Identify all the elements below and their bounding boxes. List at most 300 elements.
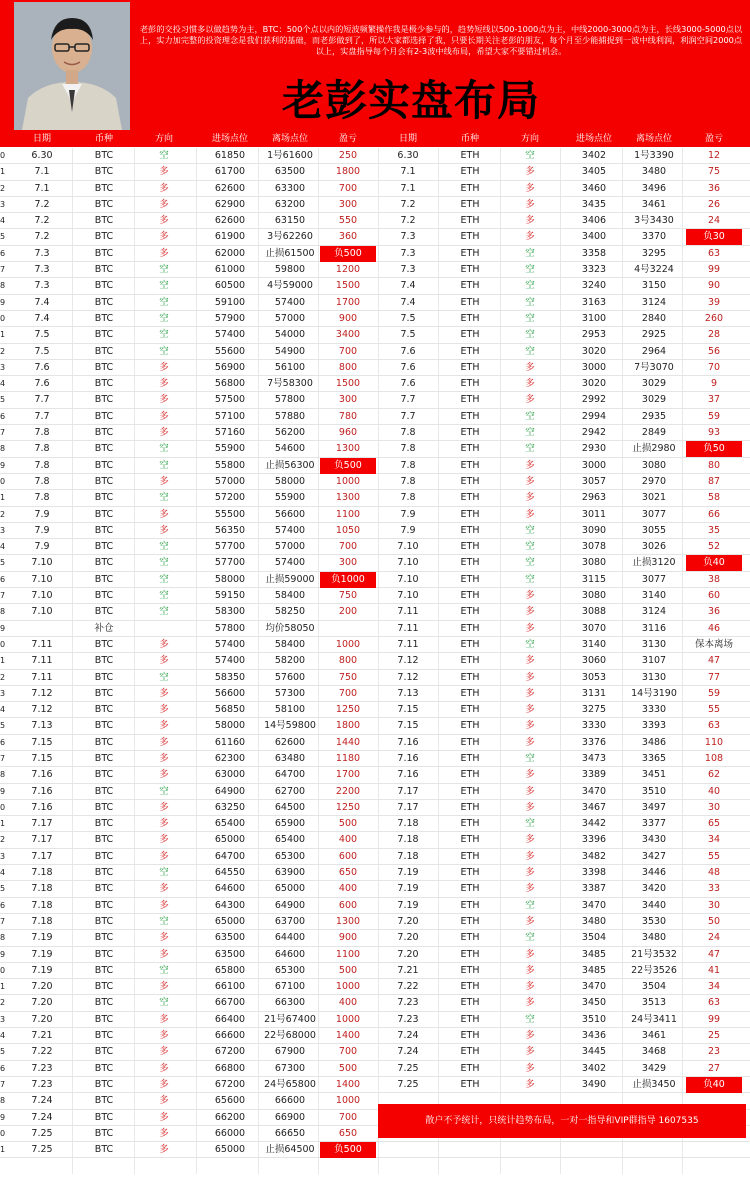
entry-cell: 2963 <box>581 492 607 504</box>
row-index: 0 <box>0 1128 6 1138</box>
direction-cell: 空 <box>159 345 169 357</box>
exit-cell: 3510 <box>641 785 667 797</box>
exit-cell: 57800 <box>274 394 306 406</box>
date-cell: 7.11 <box>397 606 419 618</box>
coin-cell: ETH <box>460 899 480 911</box>
coin-cell: BTC <box>94 394 114 406</box>
exit-cell: 21号3532 <box>631 948 677 960</box>
entry-cell: 3402 <box>581 1062 607 1074</box>
pnl-cell: 1400 <box>335 1078 361 1090</box>
exit-cell: 24号65800 <box>264 1078 316 1090</box>
table-row <box>0 930 750 946</box>
header-pnl-eth: 盈亏 <box>704 134 723 144</box>
row-index: 7 <box>0 428 6 438</box>
exit-cell: 64600 <box>274 948 306 960</box>
date-cell: 7.1 <box>400 166 416 178</box>
row-index: 1 <box>0 982 6 992</box>
date-cell: 7.5 <box>400 329 416 341</box>
row-index: 4 <box>0 868 6 878</box>
row-index: 1 <box>0 330 6 340</box>
pnl-cell: 3400 <box>335 329 361 341</box>
direction-cell: 空 <box>159 606 169 618</box>
entry-cell: 3080 <box>581 590 607 602</box>
coin-cell: ETH <box>460 964 480 976</box>
entry-cell: 3060 <box>581 655 607 667</box>
entry-cell: 55800 <box>214 459 246 471</box>
date-cell: 7.8 <box>400 427 416 439</box>
date-cell: 7.11 <box>397 638 419 650</box>
exit-cell: 3080 <box>641 459 667 471</box>
pnl-cell: 70 <box>707 361 721 373</box>
exit-cell: 58200 <box>274 655 306 667</box>
direction-cell: 空 <box>525 410 535 422</box>
entry-cell: 61160 <box>214 736 246 748</box>
date-cell: 7.6 <box>400 378 416 390</box>
direction-cell: 空 <box>159 867 169 879</box>
coin-cell: BTC <box>94 752 114 764</box>
exit-cell: 4号59000 <box>267 280 313 292</box>
entry-cell: 3402 <box>581 150 607 161</box>
coin-cell: ETH <box>460 867 480 879</box>
date-cell: 7.7 <box>34 410 50 422</box>
row-index: 2 <box>0 183 6 193</box>
entry-cell: 58300 <box>214 606 246 618</box>
pnl-cell: 52 <box>707 541 721 553</box>
date-cell: 7.3 <box>34 264 50 276</box>
date-cell: 7.7 <box>400 394 416 406</box>
direction-cell: 多 <box>159 801 169 813</box>
exit-cell: 3497 <box>641 801 667 813</box>
coin-cell: ETH <box>460 345 480 357</box>
date-cell: 7.19 <box>31 964 53 976</box>
coin-cell: BTC <box>94 948 114 960</box>
date-cell: 7.4 <box>34 296 50 308</box>
pnl-cell: 保本离场 <box>694 638 733 650</box>
direction-cell: 多 <box>525 981 535 993</box>
entry-cell: 3090 <box>581 524 607 536</box>
entry-cell: 61700 <box>214 166 246 178</box>
direction-cell: 多 <box>525 655 535 667</box>
direction-cell: 多 <box>525 720 535 732</box>
date-cell: 7.3 <box>400 247 416 259</box>
date-cell: 7.24 <box>31 1095 53 1107</box>
date-cell: 7.10 <box>31 606 53 618</box>
pnl-cell: 650 <box>338 1127 358 1139</box>
exit-cell: 3461 <box>641 198 667 210</box>
entry-cell: 3470 <box>581 899 607 911</box>
pnl-cell: 59 <box>707 687 721 699</box>
pnl-cell: 80 <box>707 459 721 471</box>
avatar <box>14 2 130 130</box>
direction-cell: 多 <box>159 231 169 243</box>
coin-cell: BTC <box>94 247 114 259</box>
date-cell: 7.2 <box>34 198 50 210</box>
exit-cell: 3496 <box>641 182 667 194</box>
entry-cell: 57700 <box>214 541 246 553</box>
direction-cell: 多 <box>525 361 535 373</box>
coin-cell: BTC <box>94 182 114 194</box>
entry-cell: 3358 <box>581 247 607 259</box>
pnl-cell: 1180 <box>335 752 361 764</box>
exit-cell: 66650 <box>274 1127 306 1139</box>
table-row <box>0 1142 750 1158</box>
coin-cell: 补仓 <box>94 622 114 634</box>
entry-cell: 3389 <box>581 769 607 781</box>
pnl-cell: 55 <box>707 850 721 862</box>
coin-cell: BTC <box>94 867 114 879</box>
pnl-cell: 63 <box>707 720 721 732</box>
date-cell: 7.15 <box>31 736 53 748</box>
row-index: 0 <box>0 151 6 160</box>
direction-cell: 多 <box>525 769 535 781</box>
pnl-cell: 900 <box>338 932 358 944</box>
exit-cell: 3427 <box>641 850 667 862</box>
entry-cell: 66000 <box>214 1127 246 1139</box>
date-cell: 7.17 <box>31 818 53 830</box>
table-row <box>0 947 750 963</box>
direction-cell: 多 <box>159 1046 169 1058</box>
exit-cell: 3530 <box>641 915 667 927</box>
pnl-cell: 23 <box>707 1046 721 1058</box>
direction-cell: 多 <box>159 736 169 748</box>
date-cell: 7.6 <box>400 361 416 373</box>
exit-cell: 14号3190 <box>631 687 677 699</box>
entry-cell: 67200 <box>214 1078 246 1090</box>
date-cell: 7.20 <box>31 981 53 993</box>
entry-cell: 55600 <box>214 345 246 357</box>
date-cell: 7.8 <box>34 492 50 504</box>
entry-cell: 3020 <box>581 345 607 357</box>
exit-cell: 3486 <box>641 736 667 748</box>
entry-cell: 64300 <box>214 899 246 911</box>
entry-cell: 61000 <box>214 264 246 276</box>
pnl-cell: 63 <box>707 247 721 259</box>
entry-cell: 3490 <box>581 1078 607 1090</box>
table-row <box>0 572 750 588</box>
pnl-cell: 700 <box>338 1111 358 1123</box>
pnl-cell: 58 <box>707 492 721 504</box>
direction-cell: 多 <box>525 867 535 879</box>
pnl-cell: 35 <box>707 524 721 536</box>
table-row <box>0 1077 750 1093</box>
page-title: 老彭实盘布局 <box>282 76 541 125</box>
pnl-cell: 77 <box>707 671 721 683</box>
entry-cell: 3240 <box>581 280 607 292</box>
direction-cell: 多 <box>159 1144 169 1156</box>
exit-cell: 止损2980 <box>632 443 676 455</box>
exit-cell: 57300 <box>274 687 306 699</box>
pnl-cell: 1250 <box>335 704 361 716</box>
exit-cell: 63150 <box>274 215 306 227</box>
date-cell: 7.16 <box>31 801 53 813</box>
coin-cell: ETH <box>460 1062 480 1074</box>
exit-cell: 3077 <box>641 573 667 585</box>
date-cell: 7.18 <box>31 883 53 895</box>
row-index: 0 <box>0 965 6 975</box>
direction-cell: 多 <box>525 948 535 960</box>
pnl-cell: 34 <box>707 981 721 993</box>
direction-cell <box>140 621 188 637</box>
row-index: 8 <box>0 444 6 454</box>
date-cell: 7.25 <box>397 1078 419 1090</box>
table-row <box>0 702 750 718</box>
row-index: 5 <box>0 1047 6 1057</box>
direction-cell: 空 <box>159 590 169 602</box>
entry-cell: 3057 <box>581 475 607 487</box>
entry-cell: 3011 <box>581 508 607 520</box>
entry-cell: 62300 <box>214 752 246 764</box>
exit-cell: 67300 <box>274 1062 306 1074</box>
coin-cell: BTC <box>94 312 114 324</box>
date-cell: 7.19 <box>397 899 419 911</box>
exit-cell: 65300 <box>274 850 306 862</box>
direction-cell: 多 <box>159 215 169 227</box>
pnl-cell: 1000 <box>335 1095 361 1107</box>
entry-cell: 64550 <box>214 867 246 879</box>
entry-cell: 3485 <box>581 964 607 976</box>
direction-cell: 多 <box>159 1013 169 1025</box>
exit-cell: 2925 <box>641 329 667 341</box>
direction-cell: 空 <box>159 312 169 324</box>
entry-cell: 57400 <box>214 655 246 667</box>
pnl-cell: 108 <box>704 752 724 764</box>
row-index: 7 <box>0 916 6 926</box>
coin-cell: ETH <box>460 915 480 927</box>
coin-cell: ETH <box>460 182 480 194</box>
exit-cell: 63300 <box>274 182 306 194</box>
direction-cell: 多 <box>525 459 535 471</box>
coin-cell: ETH <box>460 1046 480 1058</box>
direction-cell: 多 <box>159 198 169 210</box>
row-index: 1 <box>0 819 6 829</box>
coin-cell: BTC <box>94 915 114 927</box>
direction-cell: 多 <box>525 622 535 634</box>
coin-cell: BTC <box>94 1095 114 1107</box>
direction-cell: 多 <box>159 638 169 650</box>
entry-cell: 3140 <box>581 638 607 650</box>
date-cell: 7.2 <box>34 215 50 227</box>
entry-cell: 3482 <box>581 850 607 862</box>
direction-cell: 多 <box>159 361 169 373</box>
coin-cell: ETH <box>460 801 480 813</box>
pnl-cell: 700 <box>338 541 358 553</box>
row-index: 8 <box>0 1096 6 1106</box>
entry-cell: 3435 <box>581 198 607 210</box>
exit-cell: 3393 <box>641 720 667 732</box>
pnl-cell: 600 <box>338 850 358 862</box>
entry-cell: 59100 <box>214 296 246 308</box>
direction-cell: 多 <box>525 475 535 487</box>
entry-cell: 3080 <box>581 557 607 569</box>
exit-cell: 3480 <box>641 166 667 178</box>
direction-cell: 空 <box>159 541 169 553</box>
exit-cell: 止损64500 <box>265 1144 315 1156</box>
coin-cell: BTC <box>94 1144 114 1156</box>
pnl-cell: 1300 <box>335 443 361 455</box>
table-row <box>0 865 750 881</box>
date-cell: 7.8 <box>34 475 50 487</box>
coin-cell: ETH <box>460 785 480 797</box>
date-cell: 7.23 <box>397 997 419 1009</box>
date-cell: 7.9 <box>34 541 50 553</box>
pnl-cell: 650 <box>338 867 358 879</box>
coin-cell: ETH <box>460 622 480 634</box>
pnl-cell: 39 <box>707 296 721 308</box>
entry-cell: 62900 <box>214 198 246 210</box>
entry-cell: 55900 <box>214 443 246 455</box>
table-header <box>0 132 750 147</box>
table-row <box>0 360 750 376</box>
entry-cell: 65600 <box>214 1095 246 1107</box>
exit-cell: 57600 <box>274 671 306 683</box>
date-cell: 7.11 <box>397 622 419 634</box>
pnl-cell: 750 <box>338 590 358 602</box>
coin-cell: BTC <box>94 427 114 439</box>
row-index: 7 <box>0 1079 6 1089</box>
entry-cell: 65000 <box>214 1144 246 1156</box>
table-row <box>0 800 750 816</box>
coin-cell: ETH <box>460 948 480 960</box>
pnl-cell: 66 <box>707 508 721 520</box>
pnl-cell: 1000 <box>335 981 361 993</box>
direction-cell: 多 <box>525 704 535 716</box>
date-cell: 7.12 <box>31 704 53 716</box>
coin-cell: BTC <box>94 215 114 227</box>
pnl-cell: 30 <box>707 801 721 813</box>
entry-cell: 65400 <box>214 818 246 830</box>
pnl-cell: 26 <box>707 198 721 210</box>
entry-cell: 3078 <box>581 541 607 553</box>
pnl-cell: 27 <box>707 1062 721 1074</box>
exit-cell: 21号67400 <box>264 1013 316 1025</box>
coin-cell: ETH <box>460 932 480 944</box>
coin-cell: BTC <box>94 1127 114 1139</box>
exit-cell: 22号3526 <box>631 964 677 976</box>
date-cell: 7.8 <box>34 459 50 471</box>
exit-cell: 3021 <box>641 492 667 504</box>
direction-cell: 空 <box>525 443 535 455</box>
pnl-cell: 55 <box>707 704 721 716</box>
date-cell: 7.17 <box>397 785 419 797</box>
coin-cell: BTC <box>94 818 114 830</box>
entry-cell: 3445 <box>581 1046 607 1058</box>
pnl-cell: 550 <box>338 215 358 227</box>
entry-cell: 56600 <box>214 687 246 699</box>
pnl-cell <box>320 621 376 637</box>
table-row <box>0 507 750 523</box>
entry-cell: 3275 <box>581 704 607 716</box>
entry-cell: 3400 <box>581 231 607 243</box>
coin-cell: BTC <box>94 573 114 585</box>
entry-cell: 62000 <box>214 247 246 259</box>
exit-cell: 3号3430 <box>634 215 674 227</box>
pnl-cell: 负30 <box>686 229 742 245</box>
exit-cell: 66900 <box>274 1111 306 1123</box>
pnl-cell: 37 <box>707 394 721 406</box>
date-cell: 7.8 <box>34 427 50 439</box>
pnl-cell: 300 <box>338 557 358 569</box>
entry-cell: 57800 <box>214 622 246 634</box>
exit-cell: 63480 <box>274 752 306 764</box>
table-row <box>0 229 750 245</box>
pnl-cell: 12 <box>707 150 721 161</box>
exit-cell: 22号68000 <box>264 1030 316 1042</box>
date-cell: 7.4 <box>34 312 50 324</box>
date-cell: 7.16 <box>397 752 419 764</box>
entry-cell: 2992 <box>581 394 607 406</box>
date-cell: 7.3 <box>400 264 416 276</box>
direction-cell: 多 <box>525 785 535 797</box>
pnl-cell: 1400 <box>335 1030 361 1042</box>
row-index: 0 <box>0 313 6 323</box>
footer-note: 散户不予统计，只统计趋势布局，一对一指导和VIP群指导 1607535 <box>378 1104 746 1138</box>
entry-cell: 3406 <box>581 215 607 227</box>
exit-cell: 57000 <box>274 541 306 553</box>
direction-cell: 多 <box>159 475 169 487</box>
coin-cell: ETH <box>460 410 480 422</box>
pnl-cell: 负50 <box>686 441 742 457</box>
coin-cell: ETH <box>460 981 480 993</box>
pnl-cell: 780 <box>338 410 358 422</box>
entry-cell: 61850 <box>214 150 246 161</box>
entry-cell: 57160 <box>214 427 246 439</box>
pnl-cell: 700 <box>338 687 358 699</box>
coin-cell: ETH <box>460 541 480 553</box>
exit-cell: 3468 <box>641 1046 667 1058</box>
exit-cell: 63200 <box>274 198 306 210</box>
exit-cell: 3480 <box>641 932 667 944</box>
date-cell: 7.9 <box>34 508 50 520</box>
pnl-cell: 38 <box>707 573 721 585</box>
coin-cell: ETH <box>460 361 480 373</box>
table-row <box>0 914 750 930</box>
direction-cell: 空 <box>159 492 169 504</box>
header-direction: 方向 <box>154 134 173 144</box>
coin-cell: BTC <box>94 638 114 650</box>
exit-cell: 3116 <box>641 622 667 634</box>
entry-cell: 63500 <box>214 932 246 944</box>
coin-cell: BTC <box>94 834 114 846</box>
direction-cell: 多 <box>525 394 535 406</box>
direction-cell: 空 <box>525 280 535 292</box>
coin-cell: ETH <box>460 1013 480 1025</box>
direction-cell: 多 <box>525 182 535 194</box>
coin-cell: BTC <box>94 736 114 748</box>
exit-cell: 56200 <box>274 427 306 439</box>
pnl-cell: 30 <box>707 899 721 911</box>
coin-cell: BTC <box>94 1013 114 1025</box>
exit-cell: 58400 <box>274 590 306 602</box>
direction-cell: 空 <box>525 329 535 341</box>
direction-cell: 多 <box>159 704 169 716</box>
direction-cell: 空 <box>525 752 535 764</box>
pnl-cell: 36 <box>707 606 721 618</box>
direction-cell: 多 <box>159 720 169 732</box>
exit-cell: 54000 <box>274 329 306 341</box>
coin-cell: BTC <box>94 655 114 667</box>
direction-cell: 空 <box>159 557 169 569</box>
pnl-cell: 1500 <box>335 378 361 390</box>
pnl-cell: 87 <box>707 475 721 487</box>
entry-cell: 62600 <box>214 215 246 227</box>
row-index: 7 <box>0 591 6 601</box>
coin-cell: BTC <box>94 492 114 504</box>
coin-cell: ETH <box>460 378 480 390</box>
pnl-cell: 47 <box>707 655 721 667</box>
date-cell: 7.22 <box>31 1046 53 1058</box>
exit-cell: 止损59000 <box>265 573 315 585</box>
direction-cell: 空 <box>525 345 535 357</box>
